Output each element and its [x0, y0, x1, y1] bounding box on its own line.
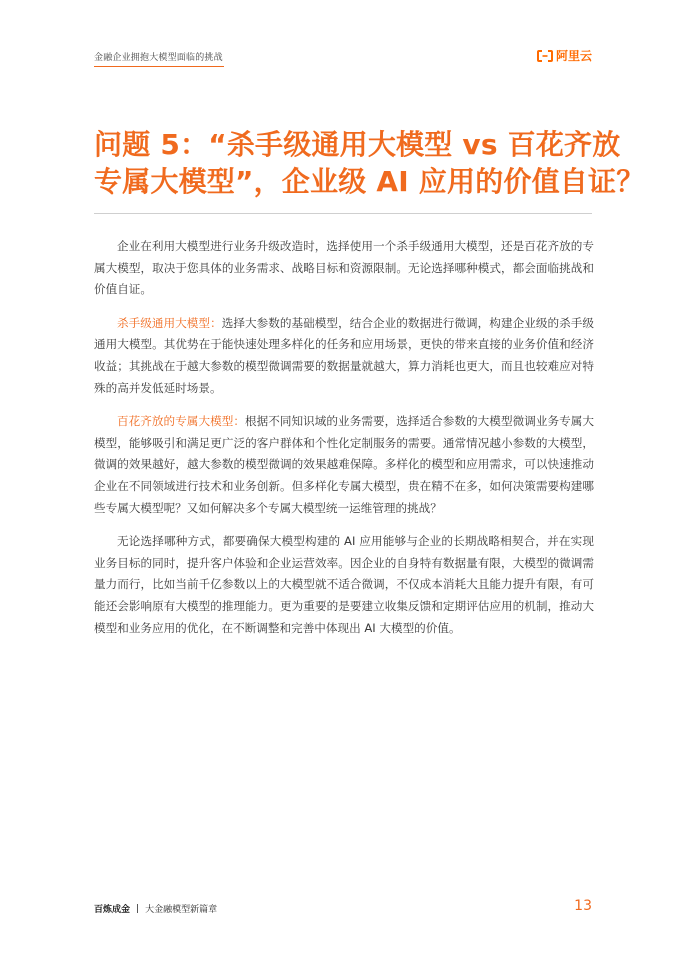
- paragraph-label: 杀手级通用大模型：: [117, 315, 222, 330]
- paragraph-text: 根据不同知识域的业务需要，选择适合参数的大模型微调业务专属大模型，能够吸引和满足更广泛的客户群体和个性化定制服务的需要。通常情况越小参数的大模型，微调的效果越好，越大参数的模型微调的效果越难保障。多样化的模型和应用需求，可以快速推动企业在不同领域进行技术和业务创新。但多样化专属大模型，贵在精不在多，如何决策需要构建哪些专属大模型呢？又如何解决多个专属大模型统一运维管理的挑战？: [94, 414, 594, 515]
- paragraph-intro: 企业在利用大模型进行业务升级改造时，选择使用一个杀手级通用大模型，还是百花齐放的专属大模型，取决于您具体的业务需求、战略目标和资源限制。无论选择哪种模式，都会面临挑战和价值自证。: [94, 239, 594, 297]
- header-underline: [94, 66, 224, 67]
- footer-brand: 百炼成金: [94, 905, 131, 915]
- page-footer: [94, 900, 592, 920]
- footer-caption: [94, 902, 217, 915]
- article-body: [94, 236, 594, 651]
- aliyun-logo-icon: [537, 50, 553, 62]
- title-divider: [94, 213, 592, 214]
- paragraph-specialized-model: [94, 411, 594, 519]
- page-header: [94, 50, 592, 72]
- footer-subtitle: 大金融模型新篇章: [145, 905, 218, 915]
- paragraph-label: 百花齐放的专属大模型：: [117, 414, 245, 429]
- title-line-1: 问题 5：“杀手级通用大模型 vs 百花齐放: [94, 128, 621, 161]
- page-title: [94, 126, 645, 200]
- footer-separator: |: [136, 903, 140, 914]
- paragraph-text: 选择大参数的基础模型，结合企业的数据进行微调，构建企业级的杀手级通用大模型。其优势在于能快速处理多样化的任务和应用场景，更快的带来直接的业务价值和经济收益；其挑战在于越大参数的模型微调需要的数据量就越大，算力消耗也更大，而且也较难应对特殊的高并发低延时场景。: [94, 315, 594, 395]
- logo-text: 阿里云: [555, 49, 592, 63]
- page-number: 13: [574, 898, 592, 914]
- aliyun-logo: [537, 47, 592, 64]
- paragraph-general-model: [94, 313, 594, 399]
- paragraph-conclusion: 无论选择哪种方式，都要确保大模型构建的 AI 应用能够与企业的长期战略相契合，并在实现业务目标的同时，提升客户体验和企业运营效率。因企业的自身特有数据量有限，大模型的微调需量力而行，比如当前千亿参数以上的大模型就不适合微调，不仅成本消耗大且能力提升有限，有可能还会影响原有大模型的推理能力。更为重要的是要建立收集反馈和定期评估应用的机制，推动大模型和业务应用的优化，在不断调整和完善中体现出 AI 大模型的价值。: [94, 534, 594, 635]
- title-line-2: 专属大模型”，企业级 AI 应用的价值自证？: [94, 165, 645, 198]
- header-section-title: 金融企业拥抱大模型面临的挑战: [94, 53, 223, 63]
